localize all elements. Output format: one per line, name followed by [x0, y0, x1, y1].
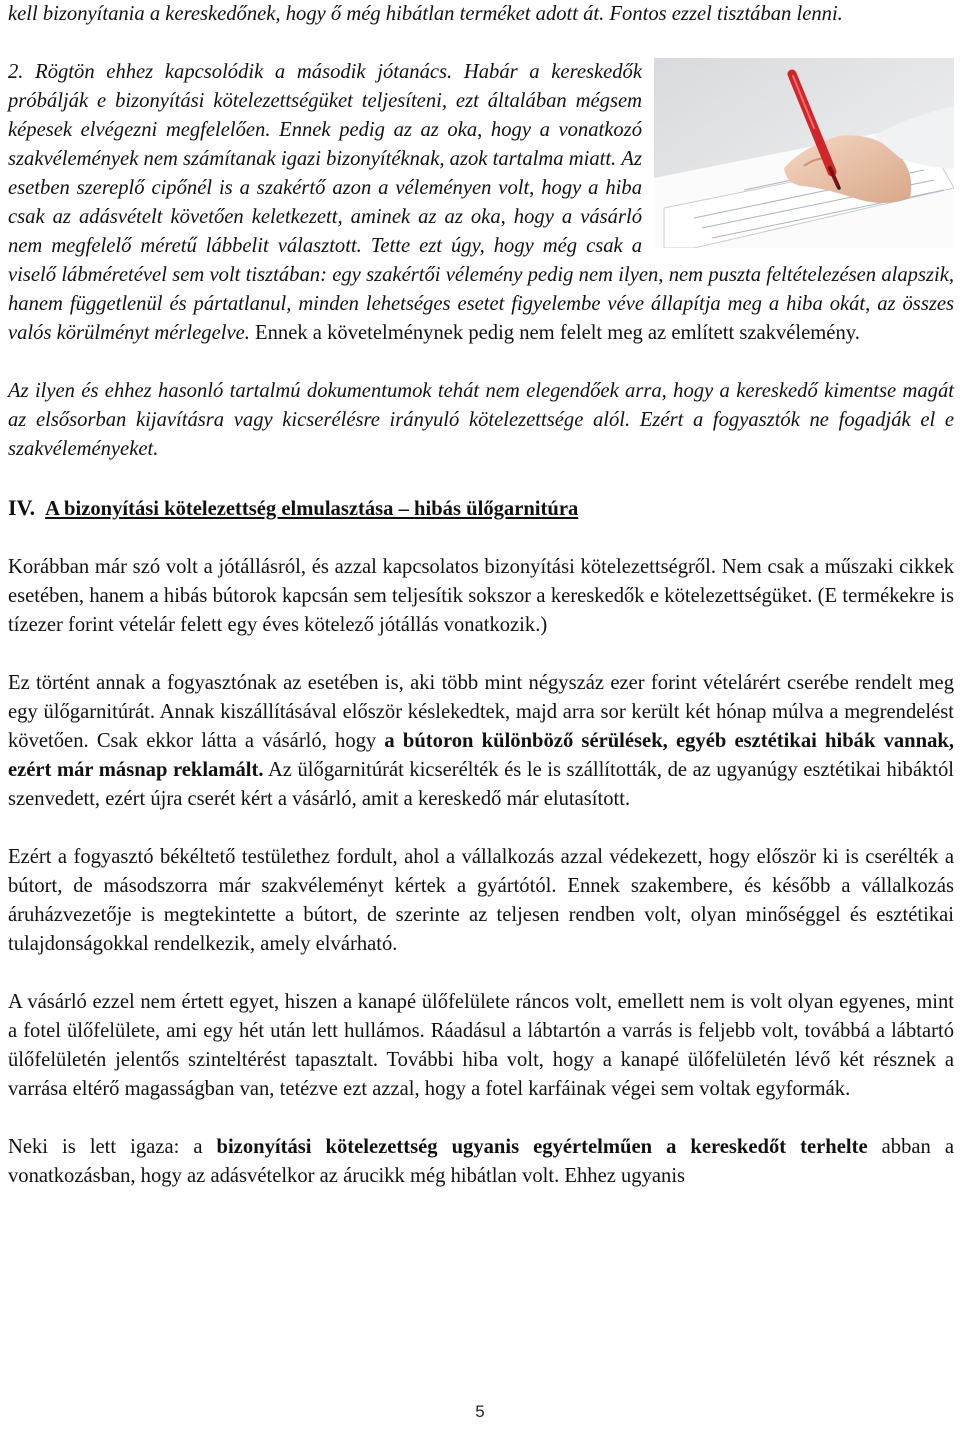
hand-writing-with-red-pen-icon [654, 58, 954, 248]
paragraph-1: Korábban már szó volt a jótállásról, és azzal kapcsolatos bizonyítási kötelezettségről. Nem csak a műszaki cikkek esetében, hanem a hibás bútorok kapcsán sem teljesítik sokszor a kereskedők e kötelezettségüket. (E termékekre is tízezer forint vételár felett egy éves kötelező jótállás vonatkozik.) [8, 556, 954, 636]
advice-2-paragraph: 2. Rögtön ehhez kapcsolódik a második jótanács. Habár a kereskedők próbálják e bizonyítási kötelezettségüket teljesíteni, ezt általában mégsem képesek elvégezni megfelelően. Ennek pedig az az oka, hogy a vonatkozó szakvélemények nem számítanak igazi bizonyítéknak, azok tartalma miatt. Az esetben szereplő cipőnél is a szakértő azon a véleményen volt, hogy a hiba csak az adásvételt követően keletkezett, aminek az az oka, hogy a vásárló nem megfelelő méretű lábbelit választott. Tette ezt úgy, hogy még csak a viselő lábméretével sem volt tisztában: egy szakértői vélemény pedig nem ilyen, nem puszta feltételezésen alapszik, hanem függetlenül és pártatlanul, minden lehetséges esetet figyelembe véve állapítja meg a hiba okát, az összes valós körülményt mérlegelve. Ennek a követelménynek pedig nem felelt meg az említett szakvélemény. [8, 61, 954, 344]
paragraph-3: Ezért a fogyasztó békéltető testülethez fordult, ahol a vállalkozás azzal védekezett, hogy először ki is cserélték a bútort, de másodszorra már szakvéleményt kértek a gyártótól. Ennek szakembere, és később a vállalkozás áruházvezetője is megtekintette a bútort, de szerinte az teljesen rendben volt, olyan minőséggel és esztétikai tulajdonságokkal rendelkezik, amely elvárható. [8, 846, 954, 955]
section-number: IV. [8, 495, 36, 520]
paragraph-5: Neki is lett igaza: a bizonyítási kötelezettség ugyanis egyértelműen a kereskedőt terhelte abban a vonatkozásban, hogy az adásvételkor az árucikk még hibátlan volt. Ehhez ugyanis [8, 1136, 954, 1187]
section-title: A bizonyítási kötelezettség elmulasztása – hibás ülőgarnitúra [45, 498, 579, 520]
conclusion-paragraph: Az ilyen és ehhez hasonló tartalmú dokumentumok tehát nem elegendőek arra, hogy a kereskedő kimentse magát az elsősorban kijavításra vagy kicserélésre irányuló kötelezettsége alól. Ezért a fogyasztók ne fogadják el e szakvéleményeket. [8, 380, 954, 460]
paragraph-4: A vásárló ezzel nem értett egyet, hiszen a kanapé ülőfelülete ráncos volt, emellett nem is volt olyan egyenes, mint a fotel ülőfelülete, ami egy hét után lett hullámos. Ráadásul a lábtartón a varrás is feljebb volt, továbbá a lábtartó ülőfelületén jelentős szinteltérést tapasztalt. További hiba volt, hogy a kanapé ülőfelületén lévő két résznek a varrása eltérő magasságban van, tetézve ezt azzal, hogy a fotel karfáinak végei sem voltak egyformák. [8, 991, 954, 1100]
section-heading [8, 493, 954, 524]
paragraph-2: Ez történt annak a fogyasztónak az esetében is, aki több mint négyszáz ezer forint vételárért cserébe rendelt meg egy ülőgarnitúrát. Annak kiszállításával először késlekedtek, majd arra sor került két hónap múlva a megrendelést követően. Csak ekkor látta a vásárló, hogy a bútoron különböző sérülések, egyéb esztétikai hibák vannak, ezért már másnap reklamált. Az ülőgarnitúrát kicserélték és le is szállították, de az ugyanúgy esztétikai hibáktól szenvedett, ezért újra cserét kért a vásárló, amit a kereskedő már elutasított. [8, 672, 954, 810]
paragraph-continuation: kell bizonyítania a kereskedőnek, hogy ő még hibátlan terméket adott át. Fontos ezzel tisztában lenni. [8, 3, 843, 25]
bold-emphasis: bizonyítási kötelezettség ugyanis egyértelműen a kereskedőt terhelte [216, 1136, 868, 1158]
bold-emphasis: a bútoron különböző sérülések, egyéb esztétikai hibák vannak, ezért már másnap reklamált. [8, 730, 954, 781]
page-number: 5 [475, 1402, 485, 1421]
advice-2-block [8, 58, 954, 348]
document-page [8, 0, 954, 1191]
